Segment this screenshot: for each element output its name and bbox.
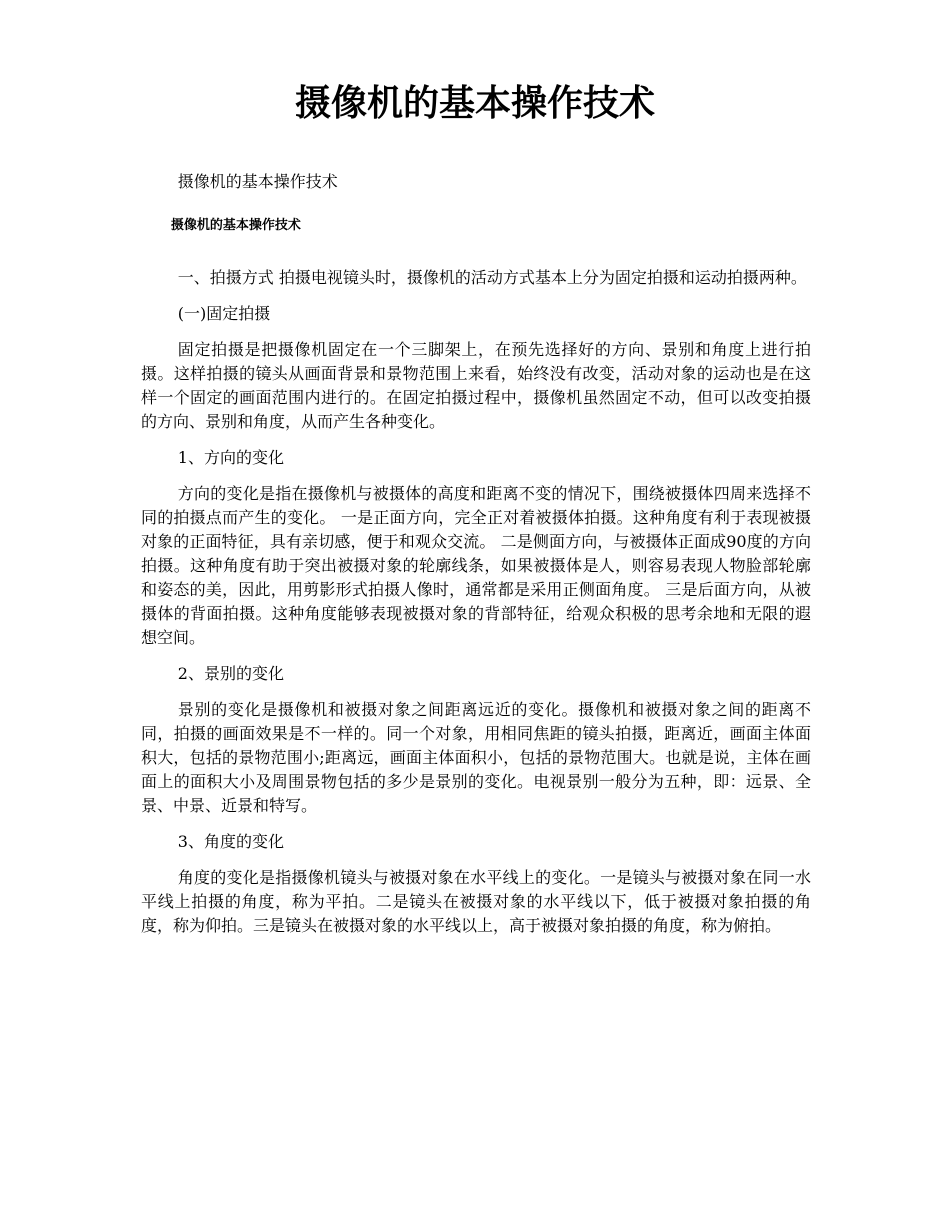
heading-shot-size-change: 2、景别的变化 — [177, 664, 284, 683]
heading-fixed-shooting: (一)固定拍摄 — [177, 304, 271, 323]
document-subtitle: 摄像机的基本操作技术 — [177, 172, 338, 191]
paragraph-shooting-methods: 一、拍摄方式 拍摄电视镜头时，摄像机的活动方式基本上分为固定拍摄和运动拍摄两种。 — [177, 268, 807, 287]
heading-angle-change: 3、角度的变化 — [177, 832, 284, 851]
heading-direction-change: 1、方向的变化 — [177, 448, 284, 467]
paragraph-fixed-shooting: 固定拍摄是把摄像机固定在一个三脚架上，在预先选择好的方向、景别和角度上进行拍摄。这样拍摄的镜头从画面背景和景物范围上来看，始终没有改变，活动对象的运动也是在这样一个固定的画面范围内进行的。在固定拍摄过程中，摄像机虽然固定不动，但可以改变拍摄的方向、景别和角度，从而产生各种变化。 — [141, 340, 811, 431]
document-bold-subtitle: 摄像机的基本操作技术 — [170, 218, 301, 233]
document-title: 摄像机的基本操作技术 — [294, 83, 655, 124]
paragraph-direction-change: 方向的变化是指在摄像机与被摄体的高度和距离不变的情况下，围绕被摄体四周来选择不同的拍摄点而产生的变化。 一是正面方向，完全正对着被摄体拍摄。这种角度有利于表现被摄对象的正面特征，具有亲切感，便于和观众交流。 二是侧面方向，与被摄体正面成90度的方向拍摄。这种角度有助于突出被摄对象的轮廓线条，如果被摄体是人，则容易表现人物脸部轮廓和姿态的美，因此，用剪影形式拍摄人像时，通常都是采用正侧面角度。 三是后面方向，从被摄体的背面拍摄。这种角度能够表现被摄对象的背部特征，给观众积极的思考余地和无限的遐想空间。 — [141, 484, 811, 647]
document-body — [141, 170, 811, 950]
paragraph-shot-size-change: 景别的变化是摄像机和被摄对象之间距离远近的变化。摄像机和被摄对象之间的距离不同，拍摄的画面效果是不一样的。同一个对象，用相同焦距的镜头拍摄，距离近，画面主体面积大，包括的景物范围小;距离远，画面主体面积小，包括的景物范围大。也就是说，主体在画面上的面积大小及周围景物包括的多少是景别的变化。电视景别一般分为五种，即：远景、全景、中景、近景和特写。 — [141, 700, 811, 815]
paragraph-angle-change: 角度的变化是指摄像机镜头与被摄对象在水平线上的变化。一是镜头与被摄对象在同一水平线上拍摄的角度，称为平拍。二是镜头在被摄对象的水平线以下，低于被摄对象拍摄的角度，称为仰拍。三是镜头在被摄对象的水平线以上，高于被摄对象拍摄的角度，称为俯拍。 — [141, 868, 811, 935]
